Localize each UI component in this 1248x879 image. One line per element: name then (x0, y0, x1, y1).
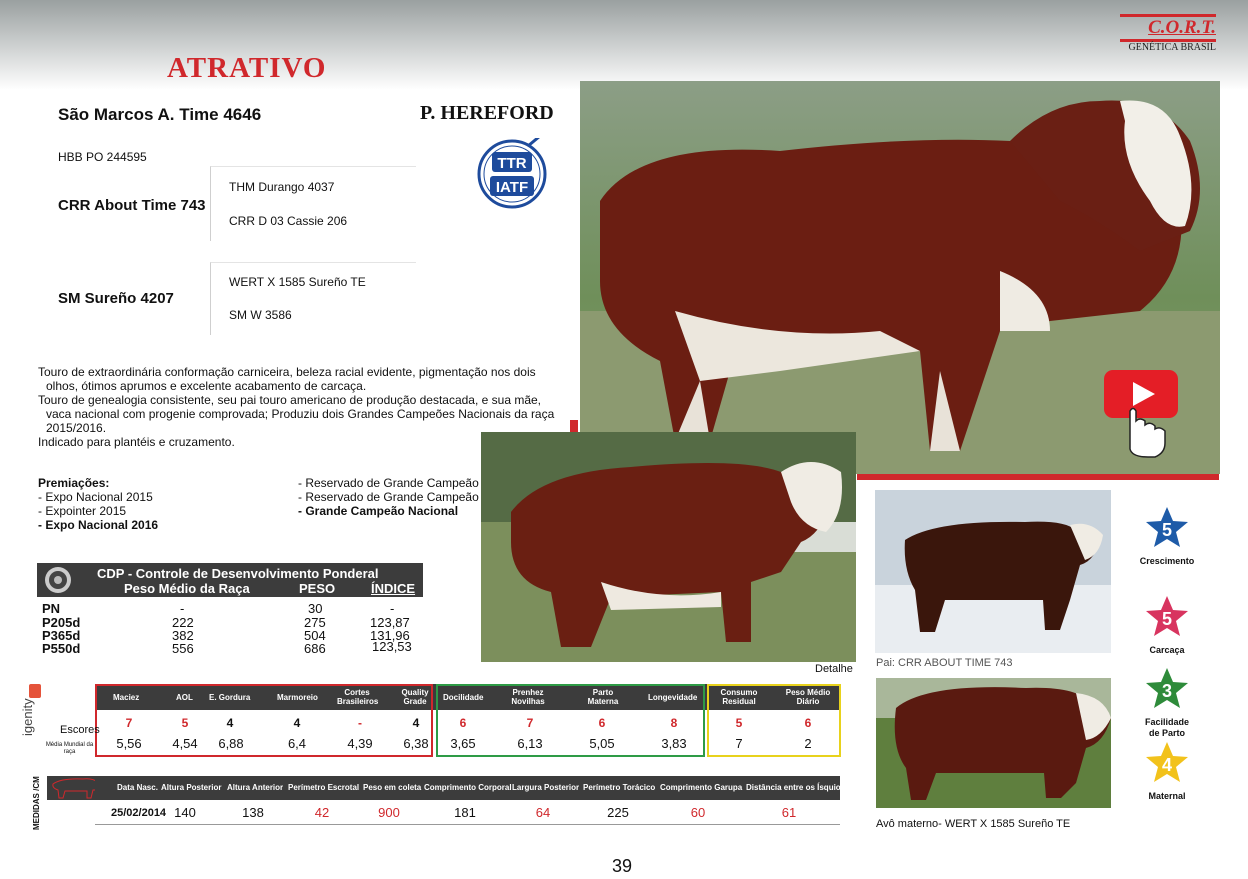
cdp-index-value: 131,96 (370, 628, 410, 643)
cdp-col-breed: Peso Médio da Raça (124, 581, 250, 596)
genomic-mean: 3,65 (450, 736, 476, 751)
genomic-col-header: AOL (176, 693, 193, 702)
genomic-mean: 6,13 (517, 736, 543, 751)
genomic-mean: 2 (804, 736, 812, 751)
rating-value: 3 (1161, 681, 1173, 701)
measure-col-header: Altura Anterior (227, 783, 284, 792)
rating-label: Maternal (1148, 791, 1186, 801)
photo-divider (857, 474, 1219, 480)
awards-list (38, 476, 158, 532)
measure-col-header: Distância entre os Ísquios (746, 783, 846, 792)
measure-col-header: Comprimento Garupa (660, 783, 743, 792)
measure-value: 61 (781, 805, 797, 820)
genomic-mean: 6,38 (403, 736, 429, 751)
cdp-row-label: PN (42, 601, 61, 616)
genomic-mean: 6,88 (218, 736, 244, 751)
award-result: - Grande Campeão Nacional (298, 504, 459, 518)
cdp-breed-value: 382 (172, 628, 194, 643)
description-line: Touro de genealogia consistente, seu pai touro americano de produção destacada, e sua mãe, (38, 393, 542, 407)
description-line: olhos, ótimos aprumos e excelente acabamento de carcaça. (46, 379, 367, 393)
ttr-iatf-badge (476, 138, 548, 210)
genomic-score: 6 (804, 716, 812, 730)
star-icon (1144, 740, 1190, 786)
genomic-mean: 5,05 (589, 736, 615, 751)
main-bull-photo (580, 81, 1220, 474)
measure-col-header: Perímetro Torácico (583, 783, 656, 792)
dam-dam: SM W 3586 (229, 308, 292, 322)
measure-col-header: Data Nasc. (117, 783, 158, 792)
award-result: - Reservado de Grande Campeão (298, 476, 479, 490)
sire-sire: THM Durango 4037 (229, 180, 335, 194)
genomic-mean: 4,39 (347, 736, 373, 751)
page-number: 39 (612, 856, 633, 876)
cdp-title: CDP - Controle de Desenvolvimento Ponderal (97, 566, 379, 581)
genomic-score: 7 (125, 716, 133, 730)
rating-value: 4 (1161, 755, 1173, 775)
measure-col-header: Peso em coleta (363, 783, 422, 792)
cdp-col-weight: PESO (299, 581, 336, 596)
measure-value: 140 (174, 805, 196, 820)
measure-col-header: Perímetro Escrotal (288, 783, 360, 792)
mean-row-label: Média Mundial da raça (45, 742, 94, 755)
description-line: Touro de extraordinária conformação carniceira, beleza racial evidente, pigmentação nos dois (38, 365, 536, 379)
genomic-score: 6 (459, 716, 467, 730)
cdp-breed-value: 556 (172, 641, 194, 656)
measures-side-label: MEDIDAS /CM (32, 776, 41, 830)
detail-caption: Detalhe (815, 663, 853, 675)
description-line: 2015/2016. (46, 421, 107, 435)
cdp-col-index: ÍNDICE (371, 581, 416, 596)
page-title: ATRATIVO (167, 52, 327, 84)
sire-parents-box (210, 166, 416, 241)
breed-label: P. HEREFORD (420, 102, 554, 124)
rating-label: Facilidade de Parto (1144, 717, 1189, 738)
rating-calving-ease (1127, 666, 1207, 739)
dam-sire: WERT X 1585 Sureño TE (229, 275, 366, 289)
cdp-row-label: P550d (42, 641, 81, 656)
measure-value: 60 (690, 805, 706, 820)
measure-value: 900 (378, 805, 400, 820)
genomic-mean: 7 (735, 736, 743, 751)
measures-values-row (95, 805, 840, 823)
genomic-col-header: E. Gordura (209, 693, 251, 702)
genomic-score: 5 (735, 716, 743, 730)
genomic-col-header: Maciez (113, 693, 140, 702)
genomic-score: 5 (181, 716, 189, 730)
igenity-logo-icon (29, 684, 41, 698)
rating-value: 5 (1161, 520, 1173, 540)
brand-subtitle: GENÉTICA BRASIL (1128, 42, 1216, 53)
genomic-col-header: Marmoreio (277, 693, 318, 702)
awards-results (298, 476, 479, 518)
star-icon (1144, 505, 1190, 551)
igenity-brand: igenity (20, 698, 35, 736)
measure-col-header: Comprimento Corporal (424, 783, 512, 792)
genomic-score: 8 (670, 716, 678, 730)
cdp-row-label: P365d (42, 628, 81, 643)
rating-growth (1127, 505, 1207, 566)
genomic-col-header: Longevidade (648, 693, 698, 702)
measure-col-header: Largura Posterior (512, 783, 580, 792)
measure-value: 64 (535, 805, 551, 820)
rating-maternal (1127, 740, 1207, 801)
award-item: - Expo Nacional 2016 (38, 518, 159, 532)
cdp-index-value: 123,87 (370, 615, 410, 630)
awards-title: Premiações: (38, 476, 110, 490)
genomic-mean: 6,4 (287, 736, 307, 751)
genomic-col-header: Cortes Brasileiros (337, 688, 379, 706)
genomic-col-header: Docilidade (443, 693, 484, 702)
description (38, 365, 558, 449)
red-marker (570, 420, 578, 432)
cdp-weight-value: 30 (308, 601, 323, 616)
dam-name: SM Sureño 4207 (58, 290, 174, 307)
genomic-score: 4 (293, 716, 301, 730)
rating-label: Carcaça (1149, 645, 1185, 655)
award-item: - Expo Nacional 2015 (38, 490, 153, 504)
measure-value: 225 (607, 805, 629, 820)
genomic-mean: 3,83 (661, 736, 687, 751)
badge-top-text: TTR (497, 155, 527, 172)
cort-logo (1120, 14, 1216, 53)
genomic-col-header: Peso Médio Diário (785, 688, 831, 706)
genomic-score: - (358, 716, 362, 730)
measure-value: 42 (314, 805, 330, 820)
genomic-score: 4 (226, 716, 234, 730)
cdp-row-label: P205d (42, 615, 81, 630)
genomic-col-header: Quality Grade (401, 688, 429, 706)
genomic-means-row (95, 736, 840, 752)
award-item: - Expointer 2015 (38, 504, 127, 518)
rating-label: Crescimento (1139, 556, 1195, 566)
detail-photo (481, 432, 856, 662)
scores-row-label: Escores (60, 724, 100, 736)
description-line: Indicado para plantéis e cruzamento. (38, 435, 235, 449)
star-icon (1144, 594, 1190, 640)
measure-value: 138 (242, 805, 264, 820)
award-result: - Reservado de Grande Campeão (298, 490, 479, 504)
genomic-mean: 5,56 (116, 736, 142, 751)
genomic-col-header: Prenhez Novilhas (511, 688, 545, 706)
sire-dam: CRR D 03 Cassie 206 (229, 214, 348, 228)
rating-value: 5 (1161, 609, 1173, 629)
genomic-mean: 4,54 (172, 736, 198, 751)
cdp-breed-value: - (180, 601, 185, 616)
genomic-score: 6 (598, 716, 606, 730)
measures-divider (95, 824, 840, 825)
cdp-weight-value: 504 (304, 628, 326, 643)
description-line: vaca nacional com progenie comprovada; Produziu dois Grandes Campeões Nacionais da raça (46, 407, 555, 421)
dam-parents-box (210, 262, 416, 335)
cdp-index-value: 123,53 (372, 639, 412, 654)
cdp-weight-value: 686 (304, 641, 326, 656)
badge-bottom-text: IATF (495, 179, 529, 196)
measure-value: 25/02/2014 (111, 807, 167, 819)
genomic-score: 7 (526, 716, 534, 730)
maternal-grandsire-photo (876, 678, 1111, 808)
genomic-col-header: Parto Materna (587, 688, 619, 706)
cdp-weight-value: 275 (304, 615, 326, 630)
scale-icon (43, 565, 73, 595)
genomic-scores-row (95, 716, 840, 732)
measure-value: 181 (454, 805, 476, 820)
sire-name: CRR About Time 743 (58, 197, 206, 214)
cdp-table-header (37, 563, 423, 597)
brand-name: C.O.R.T. (1148, 17, 1216, 38)
rating-carcass (1127, 594, 1207, 655)
genomic-score: 4 (412, 716, 420, 730)
star-icon (1144, 666, 1190, 712)
measure-col-header: Altura Posterior (161, 783, 222, 792)
sire-photo (875, 490, 1111, 653)
cdp-index-value: - (390, 601, 395, 616)
cdp-breed-value: 222 (172, 615, 194, 630)
registration-number: HBB PO 244595 (58, 150, 147, 164)
genomic-col-header: Consumo Residual (720, 688, 758, 706)
sire-caption: Pai: CRR ABOUT TIME 743 (876, 657, 1013, 669)
animal-name: São Marcos A. Time 4646 (58, 105, 262, 124)
measures-header (95, 776, 846, 800)
maternal-grandsire-caption: Avô materno- WERT X 1585 Sureño TE (876, 818, 1071, 830)
